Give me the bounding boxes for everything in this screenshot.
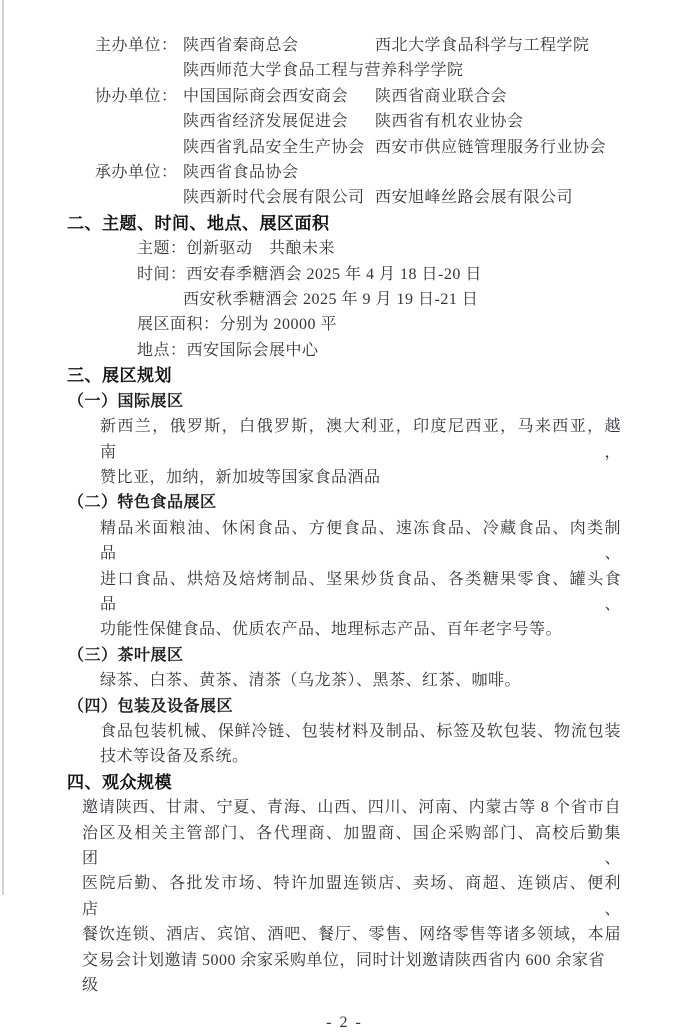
section2-row <box>67 287 622 312</box>
subsection-title-specialty-food: （二）特色食品展区 <box>68 494 217 512</box>
document-page <box>67 33 622 1036</box>
body-line: 功能性保健食品、优质农产品、地理标志产品、百年老字号等。 <box>100 621 563 639</box>
section2-row <box>67 338 622 363</box>
field-label: 展区面积： <box>137 316 220 334</box>
section4-heading: 四、观众规模 <box>67 772 172 792</box>
page-number: - 2 - <box>326 1014 363 1032</box>
field-value: 创新驱动 共酿未来 <box>186 240 336 258</box>
subsection-title-tea: （三）茶叶展区 <box>68 646 184 664</box>
organizer-name: 西北大学食品科学与工程学院 <box>375 37 590 54</box>
body-line: 交易会计划邀请 5000 余家采购单位，同时计划邀请陕西省内 600 余家省级 <box>82 951 606 995</box>
organizer-row <box>67 109 622 134</box>
organizer-label <box>95 135 183 160</box>
field-value: 西安春季糖酒会 2025 年 4 月 18 日-20 日 <box>186 265 482 283</box>
section2-row <box>67 262 622 287</box>
body-line: 技术等设备及系统。 <box>100 748 249 766</box>
organizer-name: 陕西省经济发展促进会 <box>183 113 349 131</box>
organizer-name: 西安旭峰丝路会展有限公司 <box>375 189 574 207</box>
page-left-edge <box>2 0 4 895</box>
section2-heading: 二、主题、时间、地点、展区面积 <box>67 213 330 233</box>
field-value: 西安秋季糖酒会 2025 年 9 月 19 日-21 日 <box>183 291 479 309</box>
section2-row <box>67 236 622 261</box>
body-line: 新西兰，俄罗斯，白俄罗斯，澳大利亚，印度尼西亚，马来西亚，越南， <box>100 418 621 461</box>
body-line: 医院后勤、各批发市场、特许加盟连锁店、卖场、商超、连锁店、便利店、 <box>82 875 621 918</box>
organizer-name: 陕西省商业联合会 <box>375 87 508 105</box>
organizer-label: 主办单位： <box>95 37 178 54</box>
section4-body <box>82 795 621 998</box>
organizer-name: 陕西省乳品安全生产协会 <box>183 138 365 156</box>
organizer-row <box>67 160 622 185</box>
body-line: 绿茶、白茶、黄茶、清茶（乌龙茶）、黑茶、红茶、咖啡。 <box>100 672 522 690</box>
organizer-block <box>67 33 622 211</box>
subsection-body <box>100 719 621 770</box>
subsection-title-international: （一）国际展区 <box>68 392 184 410</box>
organizer-label <box>95 58 183 83</box>
organizer-row <box>67 185 622 210</box>
body-line: 餐饮连锁、酒店、宾馆、酒吧、餐厅、零售、网络零售等诸多领域，本届 <box>82 926 621 944</box>
field-label: 地点： <box>137 341 187 359</box>
organizer-name: 陕西省秦商总会 <box>183 37 299 54</box>
body-line: 治区及相关主管部门、各代理商、加盟商、国企采购部门、高校后勤集团、 <box>82 824 621 867</box>
body-line: 精品米面粮油、休闲食品、方便食品、速冻食品、冷藏食品、肉类制品、 <box>100 519 621 563</box>
organizer-name: 陕西省食品协会 <box>183 164 299 182</box>
organizer-row <box>67 33 622 58</box>
body-line: 邀请陕西、甘肃、宁夏、青海、山西、四川、河南、内蒙古等 8 个省市自 <box>82 799 621 817</box>
subsection-body <box>100 516 621 643</box>
organizer-name: 西安市供应链管理服务行业协会 <box>375 138 607 156</box>
field-value: 西安国际会展中心 <box>186 341 319 359</box>
body-line: 食品包装机械、保鲜冷链、包装材料及制品、标签及软包装、物流包装 <box>100 722 621 740</box>
organizer-name: 中国国际商会西安商会 <box>183 87 349 105</box>
body-line: 赞比亚，加纳，新加坡等国家食品酒品 <box>100 468 381 486</box>
subsection-title-packaging: （四）包装及设备展区 <box>68 697 234 715</box>
body-line: 进口食品、烘焙及焙烤制品、坚果炒货食品、各类糖果零食、罐头食品、 <box>100 570 621 613</box>
organizer-row <box>67 84 622 109</box>
field-label: 主题： <box>137 240 187 258</box>
organizer-label: 协办单位： <box>95 87 178 105</box>
field-value: 分别为 20000 平 <box>219 316 338 334</box>
section2-row <box>67 312 622 337</box>
organizer-name: 陕西省有机农业协会 <box>375 113 524 131</box>
organizer-row <box>67 58 622 83</box>
organizer-row <box>67 135 622 160</box>
organizer-label: 承办单位： <box>95 164 178 182</box>
field-label: 时间： <box>137 265 187 283</box>
subsection-body <box>100 414 621 490</box>
organizer-label <box>95 109 183 134</box>
subsection-body <box>100 668 621 693</box>
organizer-name: 陕西新时代会展有限公司 <box>183 189 365 207</box>
organizer-label <box>95 185 183 210</box>
section3-heading: 三、展区规划 <box>67 366 172 386</box>
section2-body <box>67 236 622 363</box>
organizer-name: 陕西师范大学食品工程与营养科学学院 <box>183 62 464 80</box>
